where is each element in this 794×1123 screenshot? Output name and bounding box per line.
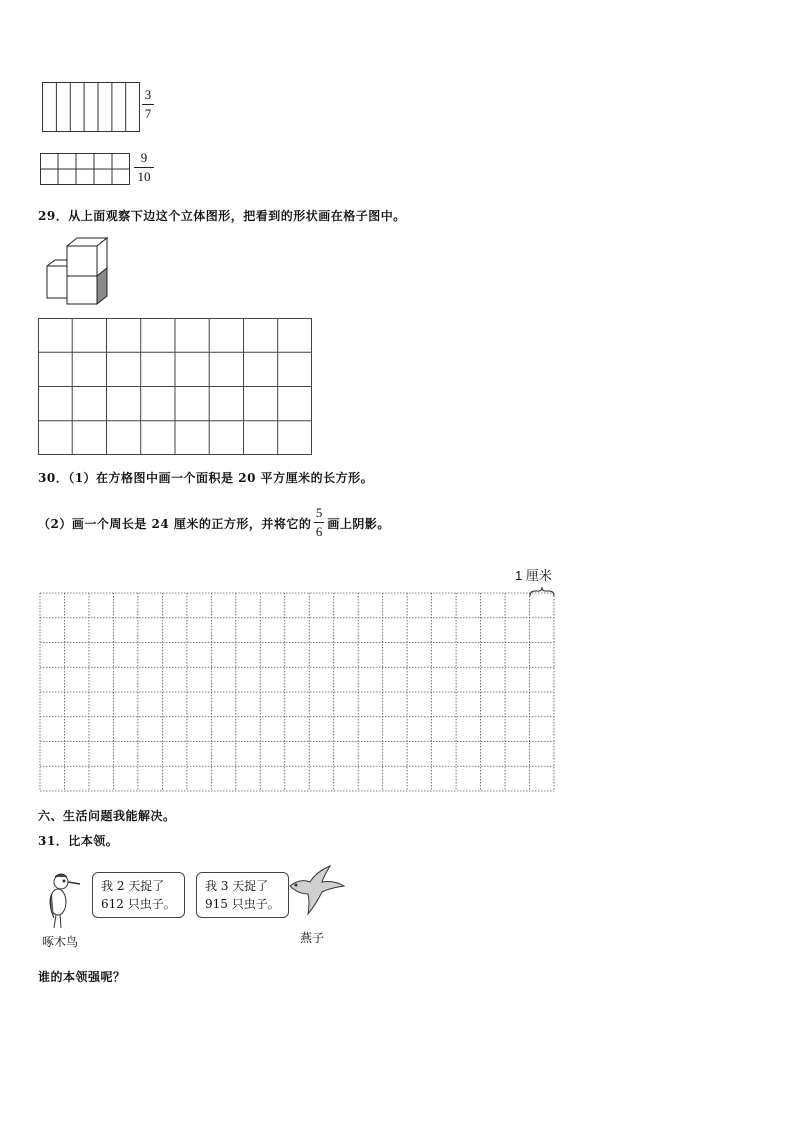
fraction-numerator: 9: [140, 150, 148, 165]
question-31-prompt: 谁的本领强呢？: [38, 970, 126, 984]
woodpecker-illustration: [44, 872, 84, 936]
fraction-model-sevenths: [42, 82, 140, 136]
unit-label: 1 厘米: [515, 568, 552, 583]
question-29: 29．从上面观察下边这个立体图形，把看到的形状画在格子图中。: [38, 209, 406, 223]
question-30-part2-prefix: （2）画一个周长是 24 厘米的正方形，并将它的: [38, 517, 312, 531]
fraction-9-10: [134, 151, 154, 184]
question-30-part2: [38, 506, 390, 540]
fraction-denominator: 6: [315, 524, 323, 539]
swallow-line-2: 915 只虫子。: [205, 897, 280, 911]
fraction-3-7: [142, 88, 154, 121]
fraction-numerator: 5: [315, 505, 323, 520]
fraction-5-6: [314, 506, 324, 539]
answer-grid-q29[interactable]: [38, 318, 312, 459]
woodpecker-line-1: 我 2 天捉了: [101, 879, 165, 893]
section-6-title: 六、生活问题我能解决。: [38, 809, 176, 823]
question-30-part1: 30．（1）在方格图中画一个面积是 20 平方厘米的长方形。: [38, 471, 374, 485]
swallow-speech-bubble: [196, 872, 289, 918]
woodpecker-label: 啄木鸟: [42, 935, 79, 949]
fraction-denominator: 10: [137, 169, 151, 184]
fraction-model-tenths: [40, 153, 130, 189]
question-30-part2-suffix: 画上阴影。: [327, 517, 390, 531]
answer-grid-q30[interactable]: [39, 592, 555, 796]
swallow-line-1: 我 3 天捉了: [205, 879, 269, 893]
swallow-label: 燕子: [300, 931, 325, 945]
swallow-illustration: [286, 864, 346, 928]
cube-figure: [45, 236, 120, 312]
woodpecker-line-2: 612 只虫子。: [101, 897, 176, 911]
fraction-numerator: 3: [144, 87, 152, 102]
question-31-title: 31．比本领。: [38, 834, 119, 848]
woodpecker-speech-bubble: [92, 872, 185, 918]
fraction-denominator: 7: [144, 106, 152, 121]
